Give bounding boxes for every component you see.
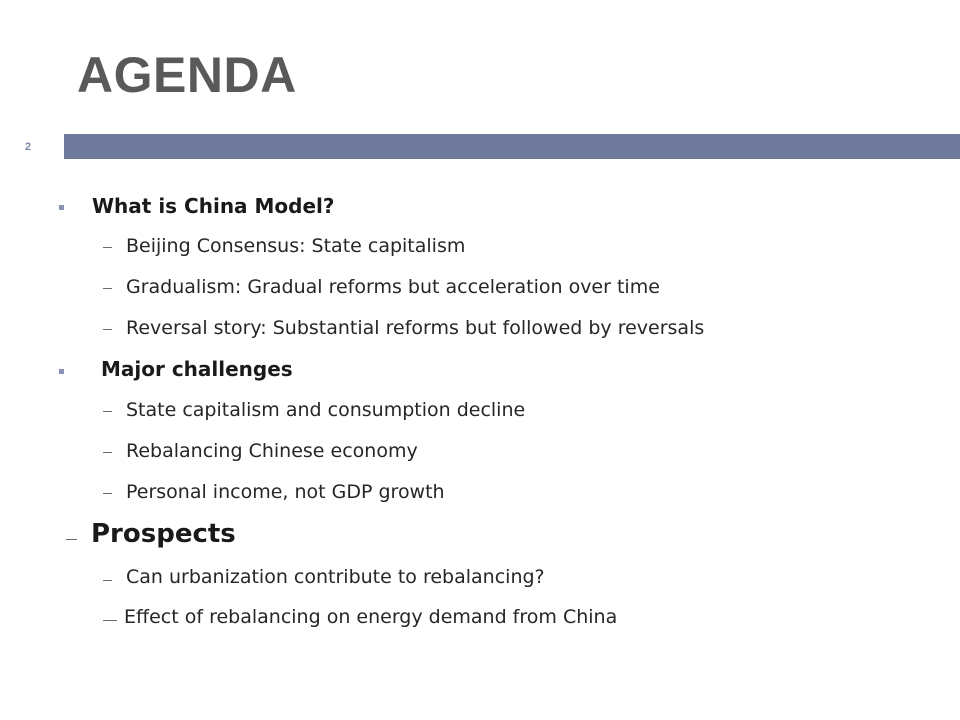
dash-bullet-icon [103,452,112,453]
agenda-subitem: Rebalancing Chinese economy [126,440,418,462]
agenda-subitem: Gradualism: Gradual reforms but acceleration over time [126,276,660,298]
page-number: 2 [24,141,32,153]
agenda-subitem: Beijing Consensus: State capitalism [126,235,466,257]
agenda-heading: What is China Model? [92,194,335,218]
dash-bullet-icon [103,620,117,621]
dash-bullet-icon [103,288,112,289]
dash-bullet-icon [103,329,112,330]
dash-bullet-icon [103,247,112,248]
agenda-heading: Major challenges [101,357,293,381]
slide-title: AGENDA [77,47,297,103]
agenda-subitem: Personal income, not GDP growth [126,481,445,503]
dash-bullet-icon [66,539,77,540]
agenda-subitem: Effect of rebalancing on energy demand from China [124,606,618,628]
agenda-subitem: State capitalism and consumption decline [126,399,526,421]
square-bullet-icon [59,205,64,210]
agenda-subitem: Reversal story: Substantial reforms but followed by reversals [126,317,705,339]
dash-bullet-icon [103,411,112,412]
square-bullet-icon [59,369,64,374]
agenda-heading: Prospects [91,519,236,549]
dash-bullet-icon [103,493,112,494]
dash-bullet-icon [103,580,112,581]
agenda-subitem: Can urbanization contribute to rebalancing? [126,566,545,588]
